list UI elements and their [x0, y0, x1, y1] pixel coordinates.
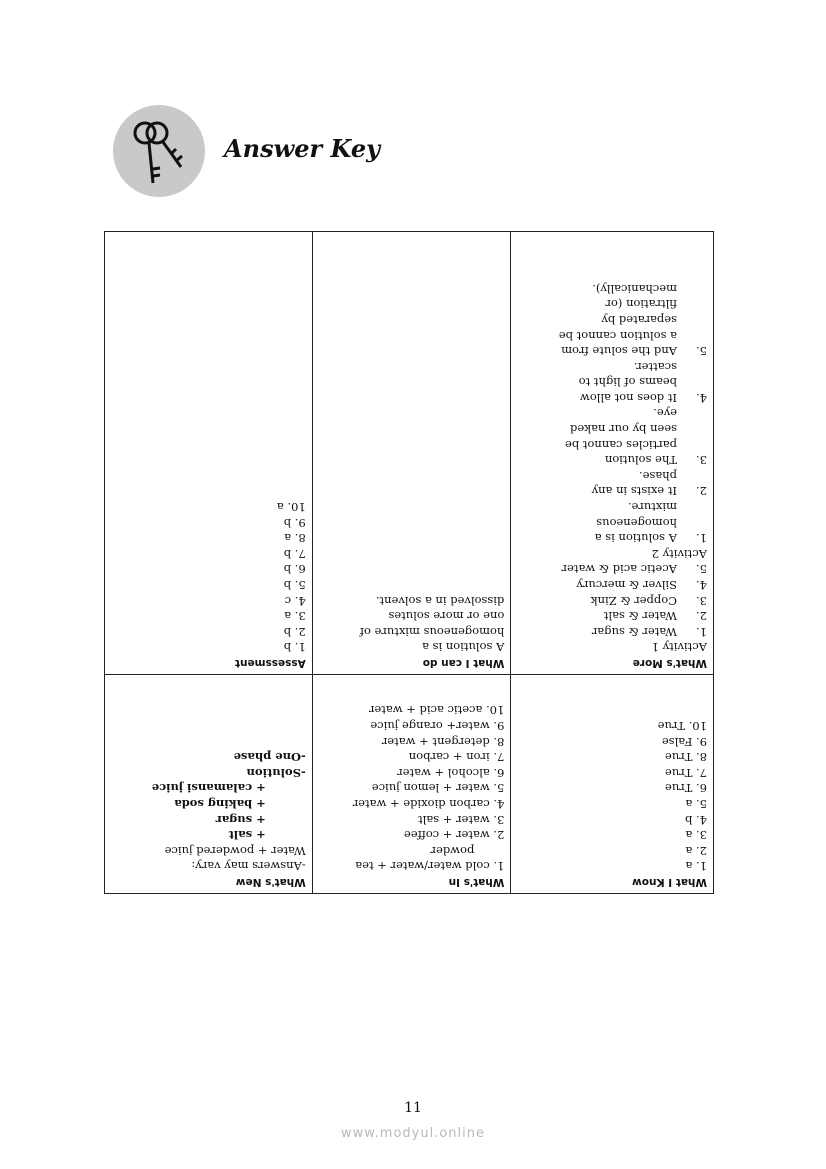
list-item-continuation: mixture. [627, 500, 677, 515]
list-item: 5. a [685, 797, 707, 812]
list-item: -One phase [233, 750, 306, 765]
list-item: one or more solutes [388, 609, 505, 624]
list-item: 3. a [284, 609, 306, 624]
list-item: 9. water+ orange juice [370, 719, 505, 734]
list-item: 3. water + salt [418, 812, 505, 827]
list-item: 4.Silver & mercury [576, 578, 707, 593]
list-item: 10. a [276, 500, 306, 515]
list-item-continuation: separated by [601, 312, 677, 327]
list-item: 1. b [283, 640, 306, 655]
list-item: 5.And the solute from [561, 344, 707, 359]
list-item-continuation: mechanically). [592, 281, 677, 296]
list-item: 6. alcohol + water [397, 765, 505, 780]
what-i-know-header: What I Know [632, 876, 707, 888]
list-item: 7. iron + carbon [408, 750, 505, 765]
list-item: 9. False [661, 734, 707, 749]
list-item: powder [430, 843, 475, 858]
list-item: 7. b [283, 546, 306, 561]
list-item: A solution is a [422, 640, 505, 655]
list-item: 4. b [685, 812, 707, 827]
list-item: 4. carbon dioxide + water [352, 797, 505, 812]
list-item: 8. a [284, 531, 306, 546]
list-item-continuation: beams of light to [578, 375, 677, 390]
keys-icon [113, 105, 205, 197]
list-item: 6. True [664, 781, 707, 796]
list-item: + sugar [215, 812, 266, 827]
list-item: 8. True [664, 750, 707, 765]
whats-more-cell [511, 232, 714, 675]
answer-key-table [104, 231, 714, 894]
list-item-continuation: scatter. [633, 359, 677, 374]
list-item: 6. b [283, 562, 306, 577]
list-item-continuation: eye. [653, 406, 677, 421]
list-item: 7. True [664, 765, 707, 780]
list-item: 2. water + coffee [403, 828, 505, 843]
activity-1-label: Activity 1 [651, 640, 707, 655]
list-item: 10. True [657, 719, 707, 734]
list-item: 2.It exists in any [591, 484, 707, 499]
list-item: dissolved in a solvent. [375, 593, 505, 608]
list-item: + baking soda [174, 797, 266, 812]
list-item: 1.A solution is a [594, 531, 707, 546]
list-item: 3. a [685, 828, 707, 843]
list-item: 1. a [685, 859, 707, 874]
list-item: 5.Acetic acid & water [561, 562, 707, 577]
list-item: 2.Water & salt [603, 609, 707, 624]
list-item: 5. water + lemon juice [371, 781, 505, 796]
list-item-continuation: a solution cannot be [558, 328, 677, 343]
what-i-can-do-header: What I can do [422, 657, 505, 669]
whats-new-cell [105, 675, 313, 894]
whats-new-header: What's New [235, 876, 306, 888]
list-item-continuation: seen by our naked [570, 422, 677, 437]
list-item: 9. b [283, 515, 306, 530]
list-item-continuation: homogeneous [596, 515, 677, 530]
whats-more-header: What's More [632, 657, 707, 669]
list-item-continuation: phase. [639, 468, 677, 483]
list-item: Water + powdered juice [164, 843, 306, 858]
list-item: 1. cold water/water + tea [355, 859, 505, 874]
list-item: 10. acetic acid + water [368, 703, 505, 718]
whats-in-header: What's In [448, 876, 505, 888]
list-item: 3.The solution [604, 453, 707, 468]
list-item-continuation: particles cannot be [565, 437, 677, 452]
list-item: + salt [228, 828, 266, 843]
assessment-cell [105, 232, 313, 675]
list-item: 4. c [284, 593, 306, 608]
list-item: 8. detergent + water [381, 734, 505, 749]
list-item: 3.Copper & Zink [590, 593, 707, 608]
answer-key-icon [113, 105, 205, 197]
what-i-know-cell [511, 675, 714, 894]
assessment-header: Assessment [234, 657, 306, 669]
list-item: homogeneous mixture of [359, 624, 505, 639]
list-item: + calamansi juice [151, 781, 266, 796]
what-i-can-do-cell [312, 232, 511, 675]
list-item: 1.Water & sugar [591, 624, 707, 639]
watermark: www.modyul.online [340, 1126, 486, 1141]
list-item-continuation: filtration (or [605, 297, 677, 312]
whats-in-cell [312, 675, 511, 894]
list-item: 2. b [283, 624, 306, 639]
list-item: 2. a [685, 843, 707, 858]
page-title: Answer Key [224, 134, 381, 163]
list-item: 4.It does not allow [579, 390, 707, 405]
page-number: 11 [404, 1100, 422, 1116]
list-item: -Solution [246, 765, 306, 780]
list-item: 5. b [283, 578, 306, 593]
list-item: -Answers may vary: [191, 859, 306, 874]
activity-2-label: Activity 2 [651, 546, 707, 561]
